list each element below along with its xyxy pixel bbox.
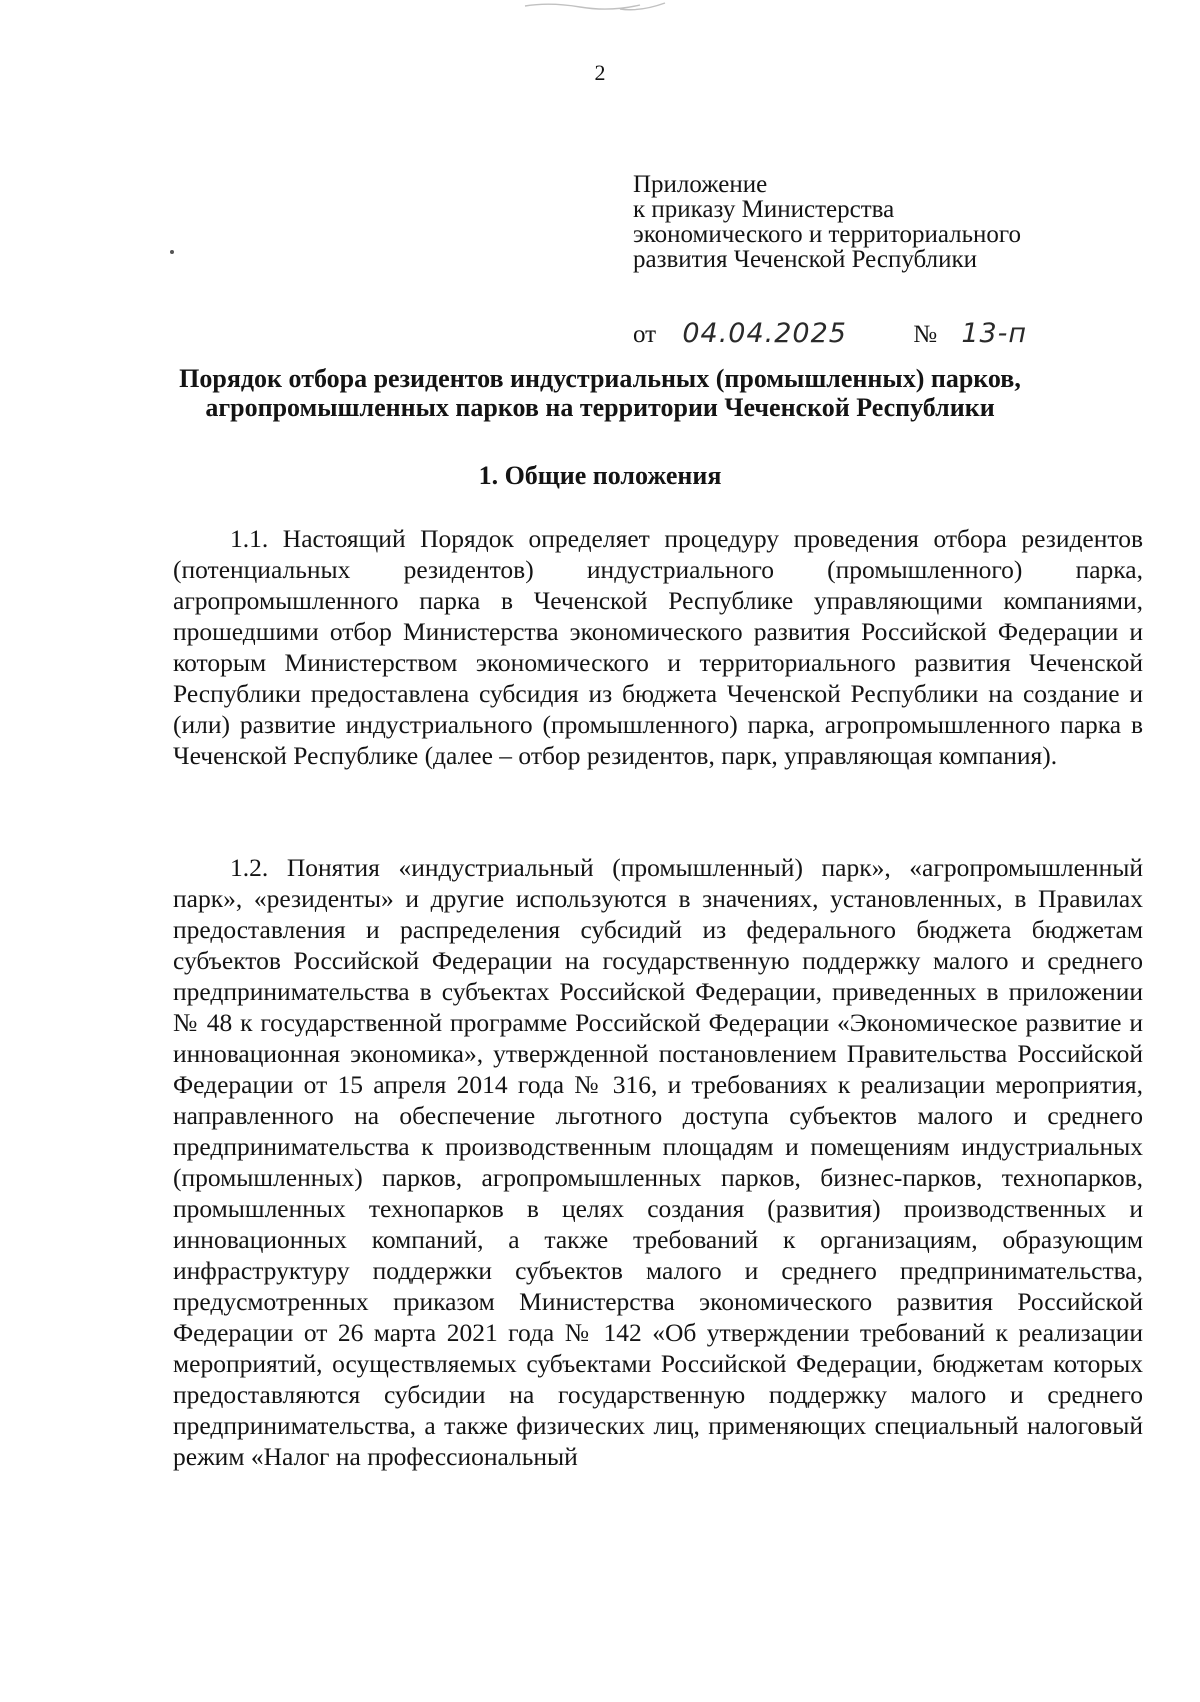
appendix-block: [633, 172, 1021, 272]
section-heading: 1. Общие положения: [478, 461, 722, 490]
title-line-1: Порядок отбора резидентов индустриальных (промышленных) парков,: [179, 364, 1021, 393]
order-date-handwritten: 04.04.2025: [682, 318, 847, 349]
paragraph-1-1: 1.1. Настоящий Порядок определяет процедуру проведения отбора резидентов (потенциальных резидентов) индустриального (промышленного) парка, агропромышленного парка в Чеченской Республике управляющими компаниями, прошедшими отбор Министерства экономического развития Российской Федерации и которым Министерством экономического и территориального развития Чеченской Республики предоставлена субсидия из бюджета Чеченской Республики на создание и (или) развитие индустриального (промышленного) парка, агропромышленного парка в Чеченской Республике (далее – отбор резидентов, парк, управляющая компания).: [173, 524, 1143, 770]
order-number-label: №: [913, 321, 938, 348]
appendix-line: Приложение: [633, 171, 768, 198]
scan-dot: [170, 250, 174, 254]
order-number-handwritten: 13-п: [961, 318, 1028, 349]
appendix-line: развития Чеченской Республики: [633, 246, 977, 273]
page-number: 2: [594, 60, 606, 85]
document-title: [100, 364, 1100, 422]
order-from-label: от: [633, 321, 657, 348]
scan-ink-mark: [520, 0, 670, 14]
paragraph-1-2: 1.2. Понятия «индустриальный (промышленный) парк», «агропромышленный парк», «резиденты» и другие используются в значениях, установленных, в Правилах предоставления и распределения субсидий из федерального бюджета бюджетам субъектов Российской Федерации на государственную поддержку малого и среднего предпринимательства в субъектах Российской Федерации, приведенных в приложении № 48 к государственной программе Российской Федерации «Экономическое развитие и инновационная экономика», утвержденной постановлением Правительства Российской Федерации от 15 апреля 2014 года № 316, и требованиях к реализации мероприятия, направленного на обеспечение льготного доступа субъектов малого и среднего предпринимательства к производственным площадям и помещениям индустриальных (промышленных) парков, агропромышленных парков, бизнес-парков, технопарков, промышленных технопарков в целях создания (развития) производственных и инновационных компаний, а также требований к организациям, образующим инфраструктуру поддержки субъектов малого и среднего предпринимательства, предусмотренных приказом Министерства экономического развития Российской Федерации от 26 марта 2021 года № 142 «Об утверждении требований к реализации мероприятий, осуществляемых субъектами Российской Федерации, бюджетам которых предоставляются субсидии на государственную поддержку малого и среднего предпринимательства, а также физических лиц, применяющих специальный налоговый режим «Налог на профессиональный: [173, 853, 1143, 1471]
appendix-line: к приказу Министерства: [633, 196, 895, 223]
order-reference: [633, 318, 1027, 349]
title-line-2: агропромышленных парков на территории Чеченской Республики: [205, 393, 995, 422]
appendix-line: экономического и территориального: [633, 221, 1022, 248]
